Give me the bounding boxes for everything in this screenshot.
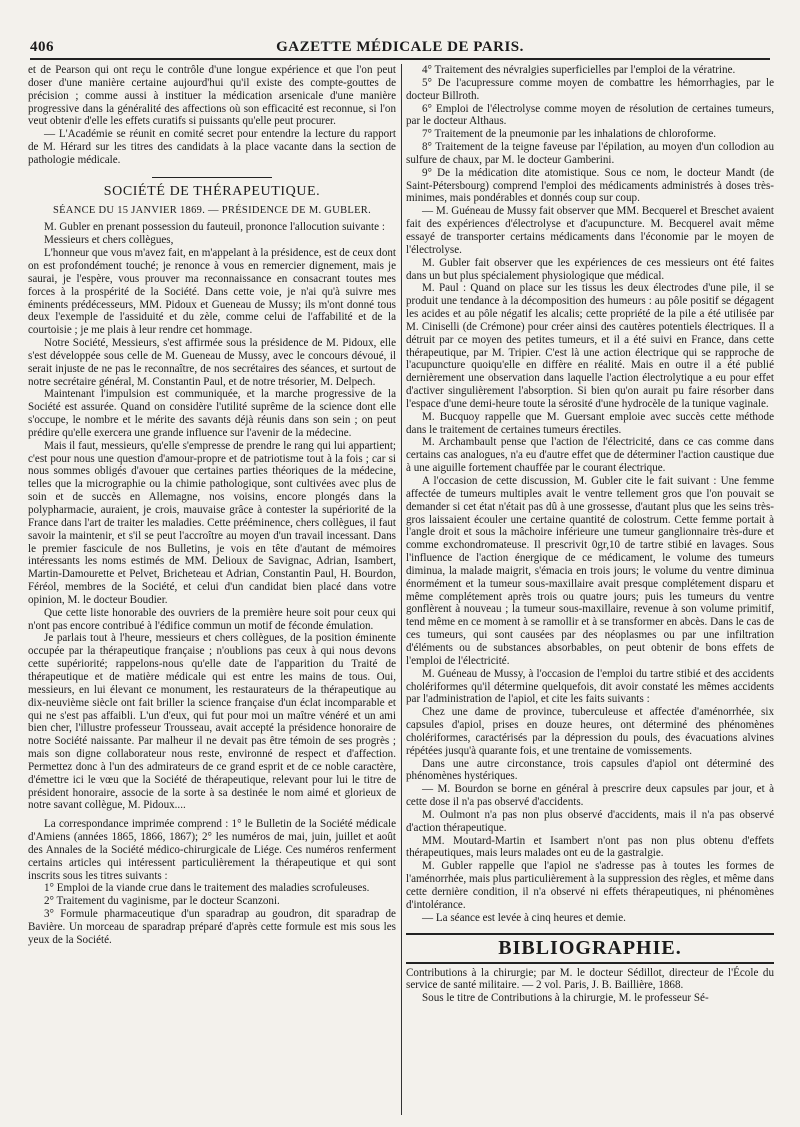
- page-number: 406: [30, 39, 54, 55]
- paragraph: — M. Bourdon se borne en général à prescrire deux capsules par jour, et à cette dose il n'a pas observé d'accidents.: [406, 783, 774, 809]
- paragraph: Que cette liste honorable des ouvriers de la première heure soit pour ceux qui n'ont pas encore contribué à l'édifice commun un motif de féconde émulation.: [28, 606, 396, 632]
- paragraph: — M. Guéneau de Mussy fait observer que MM. Becquerel et Breschet avaient fait des expériences d'électrolyse et d'acupuncture. M. Becquerel avait même essayé de transporter certains médicaments dans l'économie par le moyen de l'électrolyse.: [406, 205, 774, 256]
- paragraph: M. Paul : Quand on place sur les tissus les deux électrodes d'une pile, il se produit une tendance à la décomposition des humeurs : au pôle positif se dégagent les acides et au pôle négatif les alcalis; cette propriété de la pile a été utilisée par M. Ciniselli (de Crémone) pour créer ainsi des cautères potentiels électriques. Il a détruit par ce moyen des petites tumeurs, et il a été suivi en France, dans cette thérapeutique, par M. Tripier. C'est là une action électrique qui se rapproche de l'acupuncture quoiqu'elle en diffère en réalité. Mais en outre il a été publié dernièrement une observation dans laquelle l'action électrolytique a eu pour effet d'activer singulièrement l'absorption. Si bien qu'on aurait pu faire résorber dans l'espace d'une demi-heure toute la sérosité d'une hydrocèle de la tunique vaginale.: [406, 282, 774, 410]
- list-item: 9° De la médication dite atomistique. Sous ce nom, le docteur Mandt (de Saint-Pétersbourg) comprend l'emploi des médicaments administrés à doses très-minimes, mais pondérables et donnés coup sur coup.: [406, 166, 774, 205]
- list-item: 6° Emploi de l'électrolyse comme moyen de résolution de certaines tumeurs, par le docteur Althaus.: [406, 102, 774, 128]
- paragraph: Je parlais tout à l'heure, messieurs et chers collègues, de la position éminente occupée par la thérapeutique française ; n'oublions pas ceux à qui nous devons cette supériorité; rappelons-nous qu'elle date de l'apparition du Traité de thérapeutique et de matière médicale qui est entre les mains de tous. Oui, messieurs, en lui élevant ce monument, les restaurateurs de la thérapeutique au dix-neuvième siècle ont fait briller la science française d'un éclat incomparable et qui ne s'est pas affaibli. L'un d'eux, qui fut pour moi un maître vénéré et un ami bien cher, l'illustre professeur Trousseau, avait accepté la présidence honoraire de notre Société naissante. Par malheur il ne devait pas être témoin de ses progrès ; mais son digne collaborateur nous reste, environné de respect et d'affection. Permettez donc à l'un des admirateurs de ce grand esprit et de ce noble caractère, d'émettre ici le vœu que la Société de thérapeutique, relevant pour lui le titre de président honoraire, associe de la sorte à sa destinée le nom aimé et glorieux de notre savant collègue, M. Pidoux....: [28, 632, 396, 812]
- list-item: 1° Emploi de la viande crue dans le traitement des maladies scrofuleuses.: [44, 882, 370, 895]
- session-line: SÉANCE DU 15 JANVIER 1869. — PRÉSIDENCE DE M. GUBLER.: [52, 204, 372, 216]
- section-title: SOCIÉTÉ DE THÉRAPEUTIQUE.: [103, 183, 321, 199]
- paragraph: MM. Moutard-Martin et Isambert n'ont pas non plus obtenu d'effets thérapeutiques, mais leurs malades ont eu de la gastralgie.: [406, 834, 774, 860]
- paragraph: La correspondance imprimée comprend : 1° le Bulletin de la Société médicale d'Amiens (années 1865, 1866, 1867); 2° les numéros de mai, juin, juillet et août des Annales de la Société médico-chirurgicale de Liége. Ces numéros renferment certains articles qui intéressent particulièrement la thérapeutique et qui sont inscrits sous les titres suivants :: [28, 818, 396, 882]
- list-item: 3° Formule pharmaceutique d'un sparadrap au goudron, dit sparadrap de Bavière. Un morceau de sparadrap préparé d'après cette formule est mis sous les yeux de la Société.: [28, 908, 396, 946]
- paragraph: et de Pearson qui ont reçu le contrôle d'une longue expérience et que l'on peut doser d'une manière certaine aujourd'hui qu'il existe des compte-gouttes de précision ; comme aussi à instituer la médication arsenicale d'une manière progressive dans la généralité des affections où son efficacité est reconnue, si l'on veut obtenir d'elle les effets curatifs si puissants qu'elle peut procurer.: [28, 64, 396, 128]
- bibliography-title: BIBLIOGRAPHIE.: [406, 935, 774, 964]
- list-item: 2° Traitement du vaginisme, par le docteur Scanzoni.: [44, 895, 280, 908]
- paragraph: Dans une autre circonstance, trois capsules d'apiol ont déterminé des phénomènes hystériques.: [406, 757, 774, 783]
- list-item: 4° Traitement des névralgies superficielles par l'emploi de la vératrine.: [422, 64, 736, 76]
- list-item: 7° Traitement de la pneumonie par les inhalations de chloroforme.: [422, 128, 717, 141]
- column-divider: [401, 64, 402, 1115]
- separator-rule: [152, 177, 272, 178]
- closing-line: — La séance est levée à cinq heures et demie.: [422, 911, 626, 924]
- salutation: Messieurs et chers collègues,: [44, 234, 174, 247]
- paragraph: M. Oulmont n'a pas non plus observé d'accidents, mais il n'a pas observé d'action thérapeutique.: [406, 808, 774, 834]
- paragraph: Sous le titre de Contributions à la chirurgie, M. le professeur Sé-: [422, 992, 709, 1005]
- left-column: [28, 64, 396, 1115]
- list-item: 5° De l'acupressure comme moyen de combattre les hémorrhagies, par le docteur Billroth.: [406, 76, 774, 102]
- paragraph: Mais il faut, messieurs, qu'elle s'empresse de prendre le rang qui lui appartient; c'est pour nous une question d'amour-propre et de patriotisme tout à la fois ; car si nous sommes obligés d'avouer que certaines parties théoriques de la médecine, telles que la micrographie ou la chimie pathologique, sont cultivées avec plus de soin et de succès en Allemagne, nos voisins, encore plongés dans la polypharmacie, auraient, je crois, mauvaise grâce à contester la supériorité de la France dans l'art de traiter les maladies. Cette prééminence, chers collègues, il faut savoir la maintenir, et s'il se peut l'accroître au moyen d'un travail incessant. Dans le premier fascicule de nos Bulletins, je vois en tête d'autant de mémoires intéressants les noms estimés de MM. Delioux de Savignac, Adrian, Isambert, Martin-Damourette et Pelvet, Bricheteau et Adrian, Constantin Paul, H. Bourdon, Féréol, membres de la Société, et celui d'un candidat bien placé dans votre opinion, M. le docteur Boudier.: [28, 439, 396, 606]
- paragraph: Chez une dame de province, tuberculeuse et affectée d'aménorrhée, six capsules d'apiol, prises en douze heures, ont déterminé des phénomènes cholériformes, caractérisés par la dépression du pouls, des évacuations alvines répétées jusqu'à quarante fois, et une trentaine de vomissements.: [406, 706, 774, 757]
- paragraph: M. Gubler rappelle que l'apiol ne s'adresse pas à toutes les formes de l'aménorrhée, mais plus particulièrement à la suppression des règles, et même dans cette dernière condition, il n'a observé ni effets thérapeutiques, ni phénomènes d'intolérance.: [406, 860, 774, 911]
- journal-title: GAZETTE MÉDICALE DE PARIS.: [276, 39, 524, 55]
- page-header: [30, 34, 770, 60]
- paragraph: M. Gubler fait observer que les expériences de ces messieurs ont été faites dans un but plus spécialement physiologique que médical.: [406, 256, 774, 282]
- right-column: [406, 64, 774, 1115]
- paragraph: M. Archambault pense que l'action de l'électricité, dans ce cas comme dans certains cas analogues, n'a eu d'autre effet que de déterminer l'action caustique due à une aiguille fortement chauffée par le courant électrique.: [406, 436, 774, 475]
- paragraph: L'honneur que vous m'avez fait, en m'appelant à la présidence, est de ceux dont on est profondément touché; je renonce à vous en remercier dignement, mais je saurai, je l'espère, vous prouver ma reconnaissance en consacrant toutes mes forces à la prospérité de la Société. Dans cette voie, je n'ai qu'à suivre mes éminents prédécesseurs, MM. Pidoux et Gueneau de Mussy; ils m'ont donné tous deux l'exemple de l'assiduité et du zèle, comme celui de l'affabilité et de la courtoisie ; je me plais à leur rendre cet hommage.: [28, 247, 396, 337]
- paragraph: M. Gubler en prenant possession du fauteuil, prononce l'allocution suivante :: [44, 221, 385, 234]
- paragraph: Notre Société, Messieurs, s'est affirmée sous la présidence de M. Pidoux, elle s'est développée sous celle de M. Gueneau de Mussy, avec le concours dévoué, il serait injuste de ne pas le reconnaître, de nos secrétaires des séances, et surtout de notre secrétaire général, M. Constantin Paul, et de notre trésorier, M. Delpech.: [28, 337, 396, 388]
- paragraph: M. Guéneau de Mussy, à l'occasion de l'emploi du tartre stibié et des accidents cholériformes qu'il détermine quelquefois, dit avoir constaté les mêmes accidents par l'administration de l'apiol, et cite les faits suivants :: [406, 667, 774, 706]
- paragraph: A l'occasion de cette discussion, M. Gubler cite le fait suivant : Une femme affectée de tumeurs multiples avait le ventre tellement gros que l'on pouvait se demander si cet état n'était pas dû à une grossesse, d'autant plus que les seins très-gros laissaient écouler une certaine quantité de colostrum. Cette femme portait à l'angle droit et sous la mâchoire inférieure une tumeur ganglionnaire très-dure et comme exchondromateuse. Il prescrivit 0gr,10 de tartre stibié en lavages. Sous l'influence de l'action énergique de ce médicament, le volume des tumeurs diminua, la malade maigrit, s'émacia en trois jours; le volume du ventre diminua énormément et la tumeur sous-maxillaire avait presque complétement disparu et même complétement après trois ou quatre jours; puis les tumeurs du ventre gonflèrent à nouveau ; la tumeur sous-maxillaire, revenue à son volume primitif, tend même en ce moment à se ramollir et à se transformer en abcès. Dans le cas de ces tumeurs, qui sont causées par des néoplasmes ou par une infiltration d'éléments ou de substances absorbables, on peut obtenir de bons effets de l'emploi de l'électricité.: [406, 475, 774, 667]
- paragraph: Maintenant l'impulsion est communiquée, et la marche progressive de la Société est assurée. Quand on considère l'utilité suprême de la science dont elle s'occupe, le nombre et le mérite des savants déjà réunis dans son sein ; on peut prédire qu'elle exercera une grande influence sur l'avenir de la médecine.: [28, 388, 396, 439]
- paragraph: — L'Académie se réunit en comité secret pour entendre la lecture du rapport de M. Hérard sur les titres des candidats à la place vacante dans la section de pathologie médicale.: [28, 128, 396, 166]
- list-item: 8° Traitement de la teigne faveuse par l'épilation, au moyen d'un collodion au sulfure de chaux, par M. le docteur Gamberini.: [406, 141, 774, 166]
- paragraph: Contributions à la chirurgie; par M. le docteur Sédillot, directeur de l'École du service de santé militaire. — 2 vol. Paris, J. B. Baillière, 1868.: [406, 966, 774, 992]
- paragraph: M. Bucquoy rappelle que M. Guersant emploie avec succès cette méthode dans le traitement de certaines tumeurs érectiles.: [406, 410, 774, 436]
